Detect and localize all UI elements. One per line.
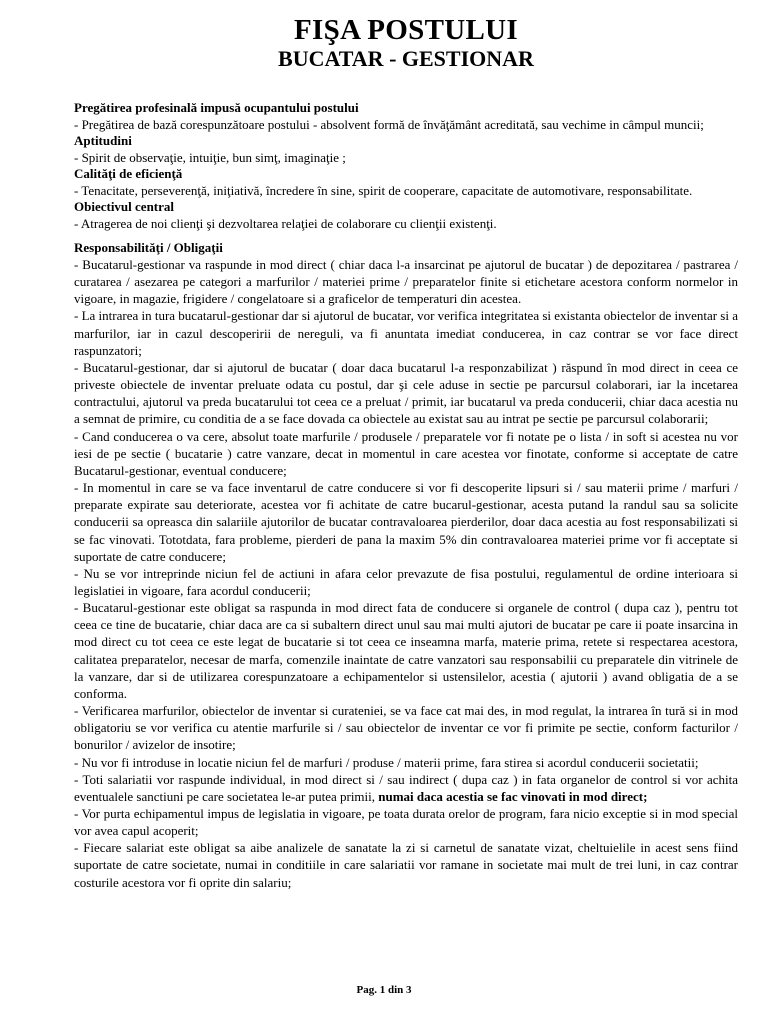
responsibility-item: - Bucatarul-gestionar, dar si ajutorul de bucatar ( doar daca bucatarul l-a responzabilizat ) răspund în mod direct in ceea ce priveste obiectele de inventar preluate odata cu postul, dar şi cele aduse in sectie pe parcursul colaborari, iar la incetarea contractului, ajutorul va preda bucatarului tot ceea ce a preluat / primit, iar bucatarul va preda conducerii, chiar daca acestia nu a semnat de primire, cu conditia de a se face dovada ca obiectele au existat sau au intrat pe sectie pe parcursul colaborarii; [74, 359, 738, 427]
page-subtitle: BUCATAR - GESTIONAR [278, 46, 534, 71]
responsibilities-heading: Responsabilităţi / Obligaţii [74, 240, 223, 255]
responsibility-item [74, 771, 738, 805]
responsibility-item: - Verificarea marfurilor, obiectelor de inventar si curateniei, se va face cat mai des, in mod regulat, la intrarea în tură si in mod obligatoriu se vor verifica cu atentie marfurile si / sau obiectelor de inventar ce vor fi primite pe sectie, conform facturilor / bonurilor / avizelor de insotire; [74, 703, 738, 753]
responsibility-item: - Nu vor fi introduse in locatie niciun fel de marfuri / produse / materii prime, fara stirea si acordul conducerii societatii; [74, 754, 699, 770]
responsibility-item: - La intrarea in tura bucatarul-gestionar dar si ajutorul de bucatar, vor verifica integritatea si existanta obiectelor de inventar si a marfurilor, iar in cazul descoperirii de nereguli, va fi anuntata imediat conducerea, in caz contrar se vor face direct raspunzatori; [74, 308, 738, 358]
section-heading-pregatire: Pregătirea profesinală impusă ocupantului postului [74, 100, 359, 115]
section-heading-aptitudini: Aptitudini [74, 133, 132, 148]
section-text-calitati: - Tenacitate, perseverenţă, iniţiativă, încredere în sine, spirit de cooperare, capacitate de automotivare, responsabilitate. [74, 182, 693, 198]
responsibility-item: - Nu se vor intreprinde niciun fel de actiuni in afara celor prevazute de fisa postului, regulamentul de ordine interioara si legislatiei in vigoare, fara acordul conducerii; [74, 565, 738, 598]
responsibility-emphasis: numai daca acestia se fac vinovati in mod direct; [378, 788, 648, 804]
responsibility-item: - In momentul in care se va face inventarul de catre conducere si vor fi descoperite lipsuri si / sau materii prime / marfuri / preparate expirate sau deteriorate, acestea vor fi achitate de catre bucarul-gestionar, acesta putand la randul sau sa solicite conducerii sa opreasca din salariile ajutorilor de bucatar contravaloarea pierderilor, doar daca acestia au fost responsabilizati si se fac vinovati. Tototdata, fara probleme, pierderi de pana la maxim 5% din contravaloarea materiei prime vor fi acceptate si suportate de catre conducere; [74, 480, 738, 564]
responsibility-item: - Bucatarul-gestionar va raspunde in mod direct ( chiar daca l-a insarcinat pe ajutorul de bucatar ) de depozitarea / pastrarea / curatarea / asezarea pe categori a marfurilor / materiei prime / preparatelor finite si etichetare acestora conform normelor in vigoare, in magazie, frigidere / congelatoare si a graficelor de temperaturi din acestea. [74, 257, 738, 307]
section-text-aptitudini: - Spirit de observaţie, intuiţie, bun simţ, imaginaţie ; [74, 149, 346, 165]
intro-sections [74, 100, 738, 232]
responsibility-item: - Cand conducerea o va cere, absolut toate marfurile / produsele / preparatele vor fi notate pe o lista / in soft si acestea nu vor iesi de pe sectie ( bucatarie ) catre vanzare, decat in momentul in care acestea vor finotate, conforme si acceptate de catre Bucatarul-gestionar, eventual conducere; [74, 428, 738, 478]
page-title: FIŞA POSTULUI [294, 14, 518, 46]
section-text-obiectiv: - Atragerea de noi clienţi şi dezvoltarea relaţiei de colaborare cu clienţii existenţi. [74, 215, 497, 231]
page-number: Pag. 1 din 3 [356, 984, 412, 996]
section-text-pregatire: - Pregătirea de bază corespunzătoare postului - absolvent formă de învăţământ acreditată, sau vechime in câmpul muncii; [74, 116, 704, 132]
responsibilities-list [74, 256, 738, 891]
responsibility-item: - Vor purta echipamentul impus de legislatia in vigoare, pe toata durata orelor de program, fara nicio exceptie si in mod special vor avea capul acoperit; [74, 806, 738, 839]
section-heading-obiectiv: Obiectivul central [74, 199, 175, 214]
responsibility-item: - Bucatarul-gestionar este obligat sa raspunda in mod direct fata de conducere si organele de control ( dupa caz ), pentru tot ceea ce tine de bucatarie, chiar daca are ca si subaltern direct unul sau mai multi ajutori de bucatar pe care ii poate insarcina in mod direct cu tot ceea ce este legat de bucatarie si tot ceea ce inseamna marfa, materie prima, retete si respectarea acestora, calitatea preparatelor, necesar de marfa, comenzile inaintate de catre vanzatori sau responsabilii cu preparatele din vitrinele de la vanzare, dar si de utilizarea corespunzatoare a echipamentelor si ustensilelor, acestia ( ajutorii ) avand obligatia de a se conforma. [74, 600, 738, 701]
responsibility-item: - Fiecare salariat este obligat sa aibe analizele de sanatate la zi si carnetul de sanatate vizat, cheltuielile in acest sens fiind suportate de catre societate, numai in conditiile in care salariatii vor ramane in societate mai mult de trei luni, in caz contrar costurile acestora vor fi oprite din salariu; [74, 840, 738, 890]
section-heading-calitati: Calităţi de eficienţă [74, 166, 183, 181]
responsibility-text: - Toti salariatii vor raspunde individual, in mod direct si / sau indirect ( dupa caz ) in fata organelor de control si vor achita eventualele sanctiuni pe care societatea le-ar putea primii, [74, 771, 738, 804]
